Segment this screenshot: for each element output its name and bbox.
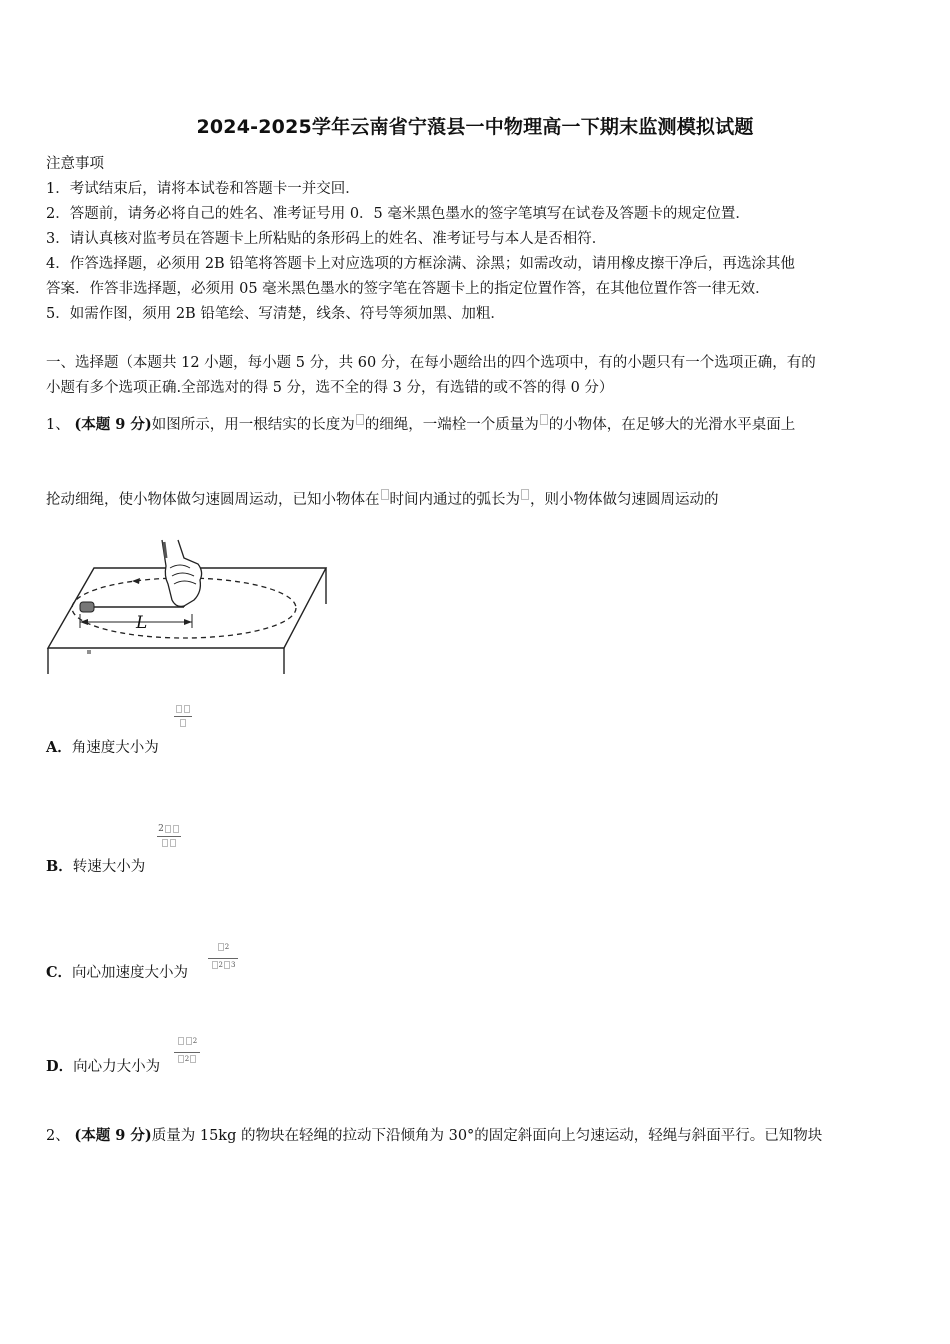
question-1-stem-cont	[46, 488, 719, 509]
question-number: 1、	[46, 417, 70, 433]
question-1-stem	[46, 413, 795, 434]
notice-item: 4．作答选择题，必须用 2B 铅笔将答题卡上对应选项的方框涂满、涂黑；如需改动，请用橡皮擦干净后，再选涂其他	[46, 256, 795, 272]
option-text: 向心加速度大小为	[72, 965, 189, 981]
question-text: 抡动细绳，使小物体做匀速圆周运动，已知小物体在	[46, 492, 380, 508]
question-text: 时间内通过的弧长为	[389, 492, 520, 508]
question-number: 2、	[46, 1128, 70, 1144]
question-text: 的小物体，在足够大的光滑水平桌面上	[548, 417, 796, 433]
length-label: L	[136, 613, 148, 633]
option-b[interactable]	[46, 855, 145, 876]
formula-placeholder	[356, 414, 364, 425]
notice-item: 1．考试结束后，请将本试卷和答题卡一并交回．	[46, 181, 360, 197]
question-text: ，则小物体做匀速圆周运动的	[530, 492, 719, 508]
question-text: 如图所示，用一根结实的长度为	[151, 417, 355, 433]
option-a[interactable]	[46, 736, 159, 757]
option-d-fraction: $^2$ $^2$	[174, 1036, 200, 1069]
option-b-fraction	[157, 824, 181, 849]
option-a-fraction	[174, 704, 192, 729]
option-label: C．	[46, 964, 73, 981]
notice-item: 答案．作答非选择题，必须用 05 毫米黑色墨水的签字笔在答题卡上的指定位置作答，在其他位置作答一律无效．	[46, 281, 770, 297]
option-label: A．	[46, 739, 72, 756]
section-heading: 一、选择题（本题共 12 小题，每小题 5 分，共 60 分，在每小题给出的四个选项中，有的小题只有一个选项正确，有的	[46, 355, 816, 371]
option-label: D．	[46, 1058, 74, 1075]
option-text: 转速大小为	[72, 859, 146, 875]
question-score: (本题 9 分)	[74, 416, 152, 433]
formula-placeholder	[521, 489, 529, 500]
notice-item: 3．请认真核对监考员在答题卡上所粘贴的条形码上的姓名、准考证号与本人是否相符．	[46, 231, 607, 247]
section-heading-cont: 小题有多个选项正确.全部选对的得 5 分，选不全的得 3 分，有选错的或不答的得 0 分）	[46, 380, 614, 396]
question-text: 的细绳，一端栓一个质量为	[364, 417, 539, 433]
option-c[interactable]	[46, 961, 188, 982]
notice-heading: 注意事项	[46, 156, 104, 172]
option-c-fraction: $^2$ $^2$ $^3$	[208, 942, 238, 975]
formula-placeholder	[381, 489, 389, 500]
question-text: 质量为 15kg 的物块在轻绳的拉动下沿倾角为 30°的固定斜面向上匀速运动，轻绳与斜面平行。已知物块	[151, 1128, 823, 1144]
page-title: 2024-2025学年云南省宁蒗县一中物理高一下期末监测模拟试题	[196, 116, 754, 138]
question-2-stem	[46, 1124, 822, 1145]
fraction-digit: 2	[158, 824, 164, 834]
option-text: 向心力大小为	[73, 1059, 161, 1075]
notice-item: 2．答题前，请务必将自己的姓名、准考证号用 0．5 毫米黑色墨水的签字笔填写在试卷及答题卡的规定位置．	[46, 206, 750, 222]
option-d[interactable]	[46, 1055, 160, 1076]
rope-circle-figure	[44, 538, 329, 678]
question-score: (本题 9 分)	[74, 1127, 152, 1144]
option-text: 角速度大小为	[71, 740, 159, 756]
notice-item: 5．如需作图，须用 2B 铅笔绘、写清楚，线条、符号等须加黑、加粗．	[46, 306, 505, 322]
option-label: B．	[46, 858, 73, 875]
formula-placeholder	[540, 414, 548, 425]
